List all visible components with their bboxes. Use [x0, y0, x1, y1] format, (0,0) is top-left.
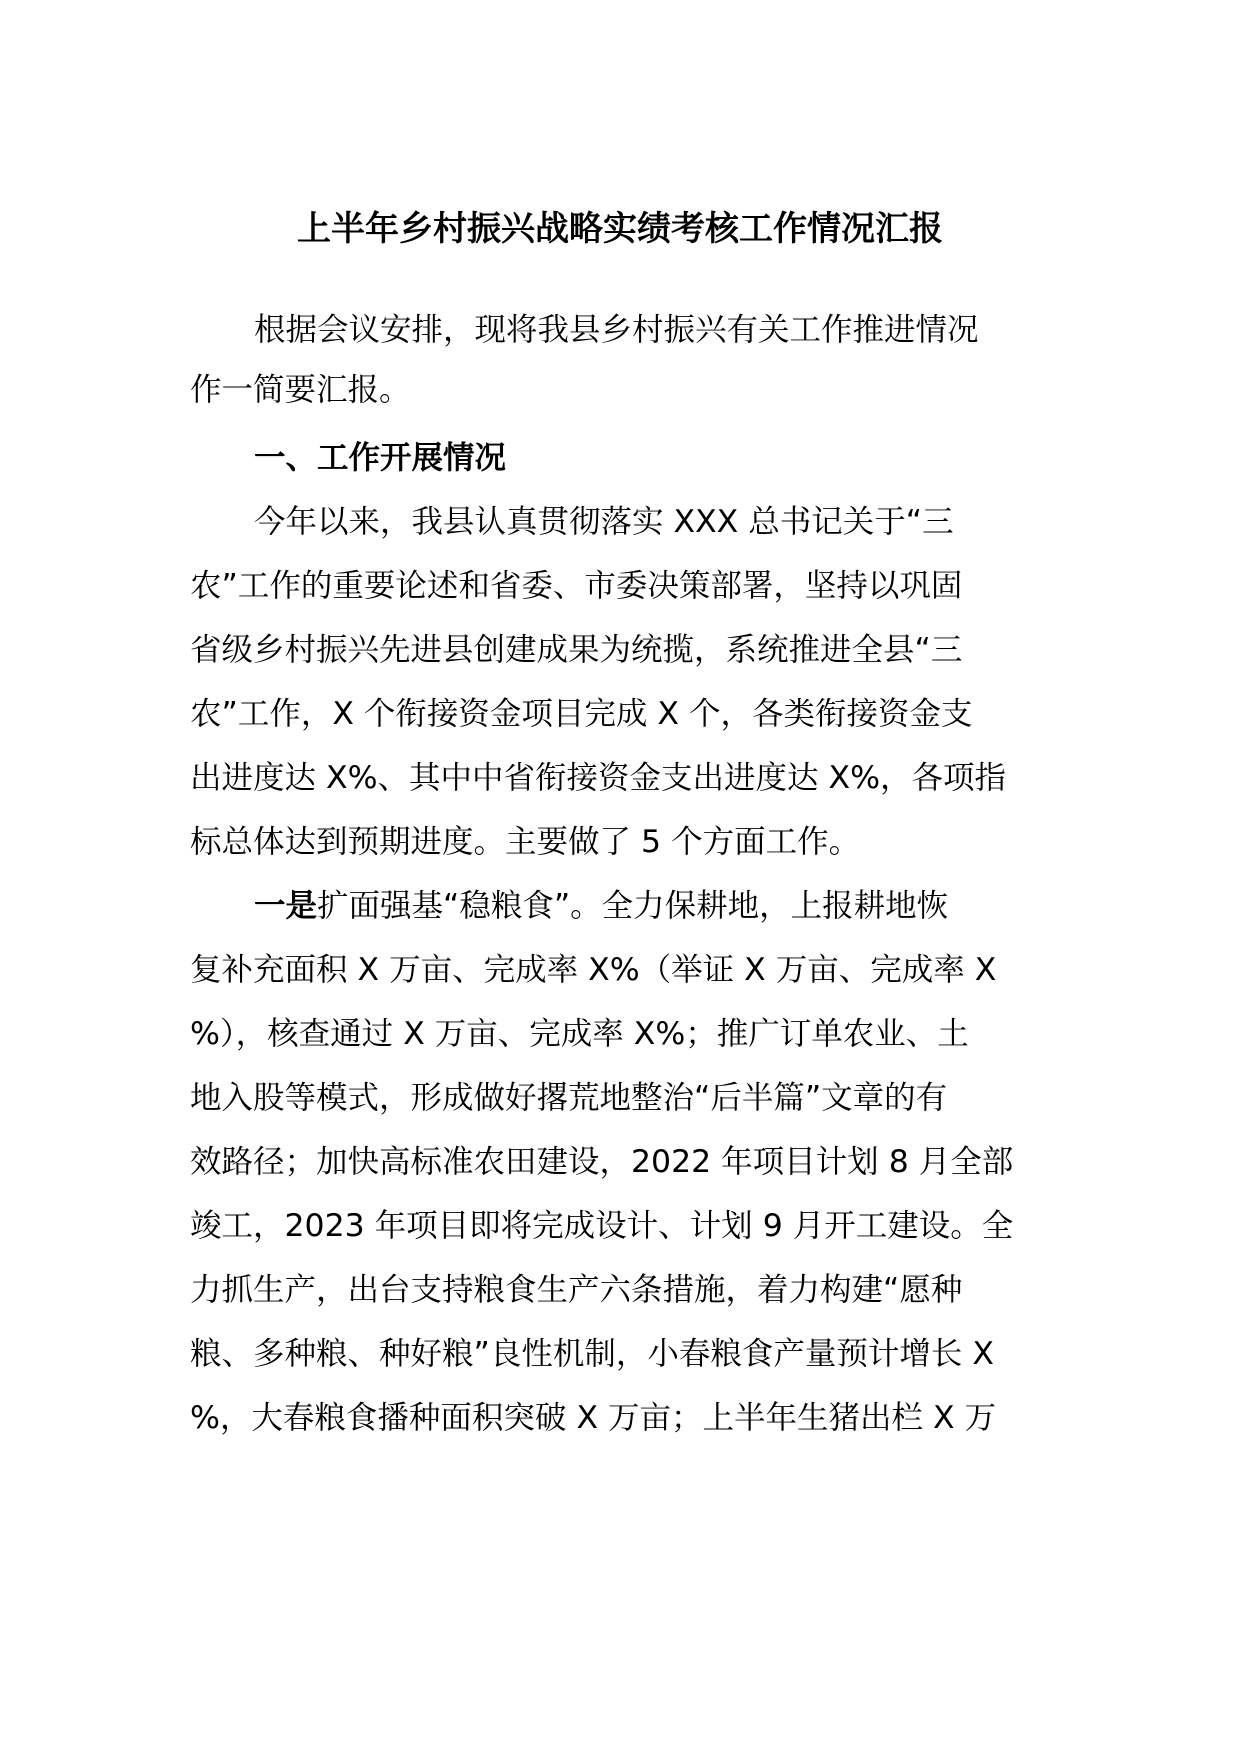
document-title: 上半年乡村振兴战略实绩考核工作情况汇报 [297, 209, 943, 249]
paragraph-line: 今年以来，我县认真贯彻落实 XXX 总书记关于“三 [254, 504, 954, 540]
paragraph-line: 标总体达到预期进度。主要做了 5 个方面工作。 [190, 824, 861, 860]
paragraph-line: %），核查通过 X 万亩、完成率 X%；推广订单农业、土 [190, 1016, 969, 1052]
paragraph-line: 省级乡村振兴先进县创建成果为统揽，系统推进全县“三 [190, 632, 963, 668]
point-1-first-line [254, 882, 948, 930]
paragraph-line: %，大春粮食播种面积突破 X 万亩；上半年生猪出栏 X 万 [190, 1400, 997, 1436]
paragraph-line: 农”工作，X 个衔接资金项目完成 X 个，各类衔接资金支 [190, 696, 973, 732]
paragraph-line: 效路径；加快高标准农田建设，2022 年项目计划 8 月全部 [190, 1144, 1014, 1180]
paragraph-line: 复补充面积 X 万亩、完成率 X%（举证 X 万亩、完成率 X [190, 952, 997, 988]
intro-line-1: 根据会议安排，现将我县乡村振兴有关工作推进情况 [254, 312, 979, 348]
point-1-text: 扩面强基“稳粮食”。全力保耕地，上报耕地恢 [317, 888, 949, 924]
paragraph-line: 粮、多种粮、种好粮”良性机制，小春粮食产量预计增长 X [190, 1336, 994, 1372]
point-1-lead: 一是 [254, 888, 318, 924]
section-heading: 一、工作开展情况 [254, 440, 507, 476]
paragraph-line: 地入股等模式，形成做好撂荒地整治“后半篇”文章的有 [190, 1080, 948, 1116]
paragraph-line: 农”工作的重要论述和省委、市委决策部署，坚持以巩固 [190, 568, 963, 604]
paragraph-line: 竣工，2023 年项目即将完成设计、计划 9 月开工建设。全 [190, 1208, 1014, 1244]
intro-line-2: 作一简要汇报。 [190, 372, 411, 408]
paragraph-line: 出进度达 X%、其中中省衔接资金支出进度达 X%，各项指 [190, 760, 1007, 796]
paragraph-line: 力抓生产，出台支持粮食生产六条措施，着力构建“愿种 [190, 1272, 963, 1308]
